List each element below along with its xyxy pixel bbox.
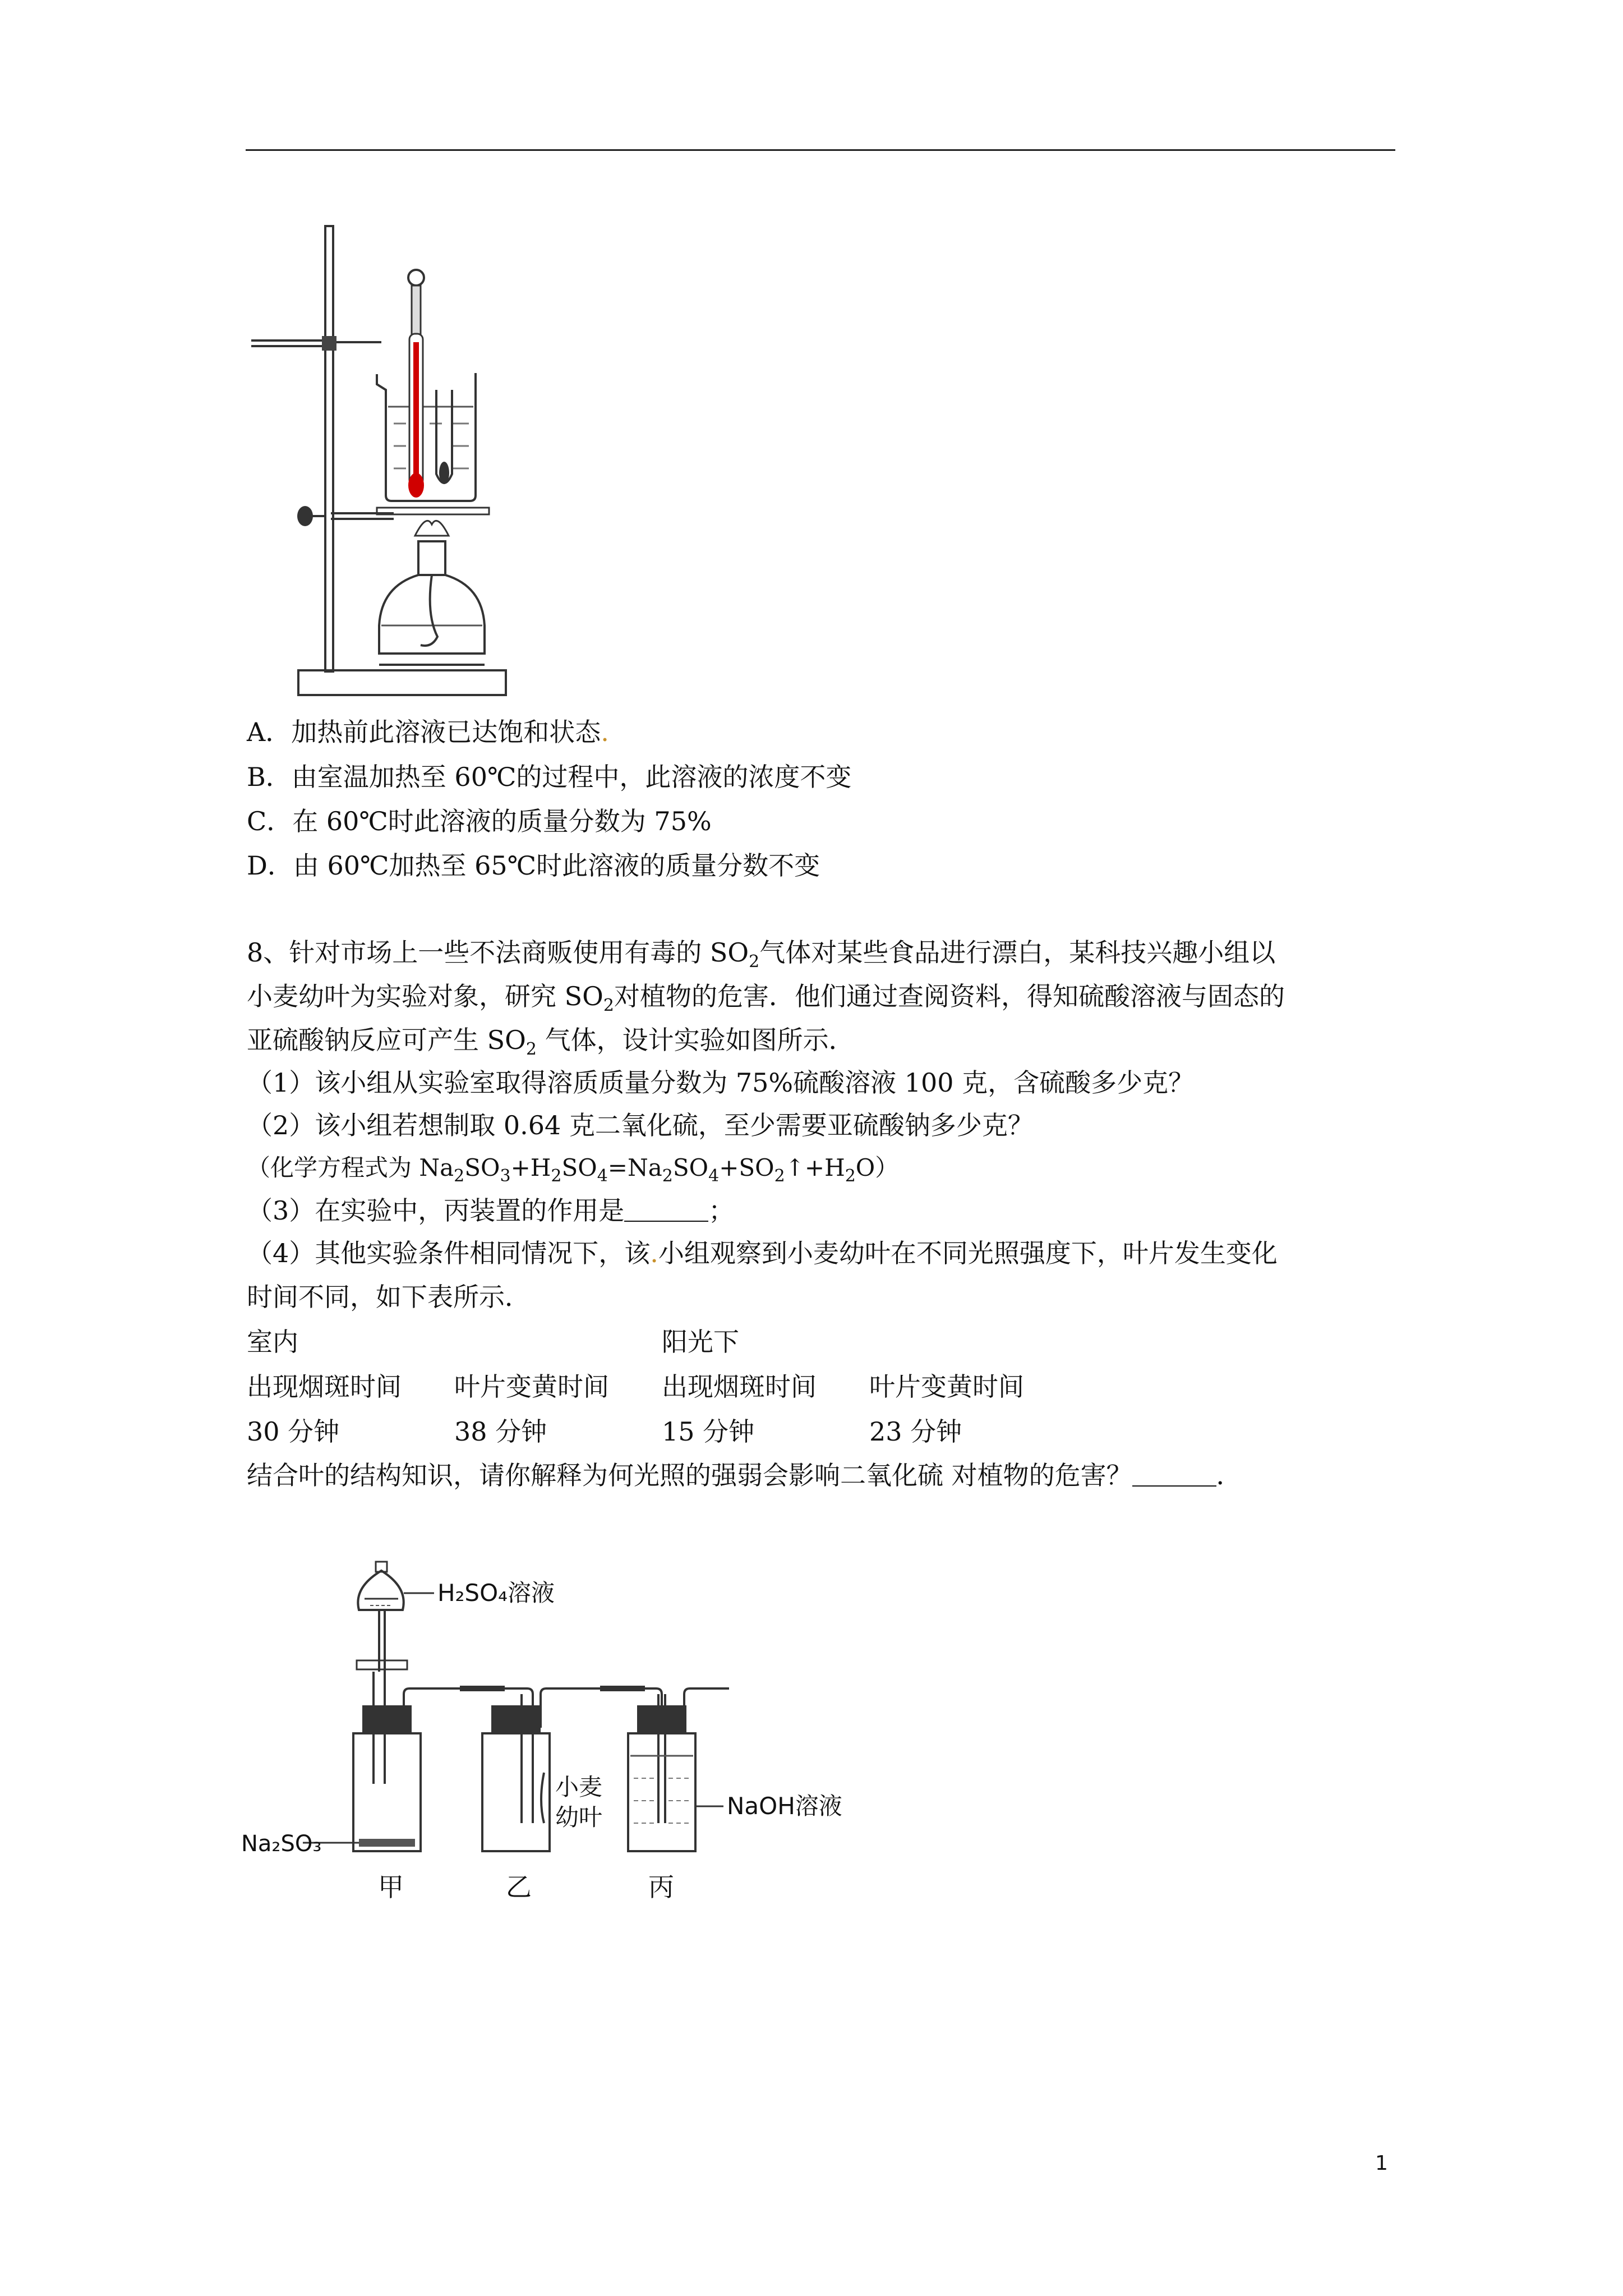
- header-rule: [246, 149, 1395, 151]
- answer-blank: [624, 1198, 708, 1222]
- bottle-yi: [482, 1733, 550, 1851]
- label-leaf-1: 小麦: [555, 1773, 603, 1801]
- heating-apparatus-figure: [247, 222, 538, 704]
- bottle-bing: [628, 1733, 695, 1851]
- label-bing: 丙: [648, 1872, 674, 1902]
- q8-part-4: （4）其他实验条件相同情况下，该.小组观察到小麦幼叶在不同光照强度下，叶片发生变化: [247, 1238, 1278, 1268]
- q8-part-3: （3）在实验中，丙装置的作用是 ；: [247, 1195, 735, 1226]
- label-jia: 甲: [378, 1872, 404, 1902]
- so2-apparatus-figure: [241, 1559, 886, 1930]
- table-group-indoor: 室内: [247, 1327, 298, 1357]
- label-naoh: NaOH溶液: [727, 1792, 842, 1820]
- table-value: 30 分钟: [247, 1416, 340, 1447]
- table-header: 叶片变黄时间: [869, 1372, 1024, 1402]
- bottle-jia: [353, 1733, 421, 1851]
- stand-base: [298, 670, 506, 695]
- q8-final-question: 结合叶的结构知识，请你解释为何光照的强弱会影响二氧化硫 对植物的危害？ ．: [247, 1460, 1242, 1490]
- stand-rod: [325, 226, 333, 671]
- q8-part-2: （2）该小组若想制取 0.64 克二氧化硫，至少需要亚硫酸钠多少克？: [247, 1110, 1034, 1140]
- table-value: 23 分钟: [869, 1416, 962, 1447]
- page-number: 1: [1375, 2152, 1388, 2175]
- separatory-funnel: [358, 1571, 403, 1610]
- option-b: B．由室温加热至 60℃的过程中，此溶液的浓度不变: [247, 762, 852, 792]
- table-value: 15 分钟: [662, 1416, 755, 1447]
- q8-equation: （化学方程式为 $Na_2SO_3+H_2SO_4=Na_2SO_4+SO_2↑+H_2O$）: [247, 1154, 899, 1186]
- answer-blank: [1132, 1463, 1216, 1487]
- q8-part-1: （1）该小组从实验室取得溶质质量分数为 75%硫酸溶液 100 克，含硫酸多少克？: [247, 1068, 1195, 1098]
- label-leaf-2: 幼叶: [555, 1803, 603, 1831]
- q8-line-3: 亚硫酸钠反应可产生 $SO_2$ 气体，设计实验如图所示．: [247, 1025, 855, 1059]
- q8-line-1: 8、针对市场上一些不法商贩使用有毒的 $SO_2$气体对某些食品进行漂白，某科技兴趣小组以: [247, 937, 1276, 972]
- option-c: C．在 60℃时此溶液的质量分数为 75%: [247, 806, 712, 836]
- label-na2so3: Na₂SO₃: [241, 1831, 322, 1857]
- q8-line-2: 小麦幼叶为实验对象，研究 $SO_2$对植物的危害．他们通过查阅资料，得知硫酸溶液与固态的: [247, 981, 1285, 1015]
- table-header: 出现烟斑时间: [247, 1372, 402, 1402]
- option-a: A．加热前此溶液已达饱和状态.: [247, 717, 609, 747]
- table-header: 叶片变黄时间: [454, 1372, 609, 1402]
- table-group-sunlight: 阳光下: [662, 1327, 739, 1357]
- label-h2so4: H₂SO₄溶液: [437, 1579, 555, 1607]
- table-header: 出现烟斑时间: [662, 1372, 817, 1402]
- q8-part-4-cont: 时间不同，如下表所示．: [247, 1282, 531, 1312]
- label-yi: 乙: [506, 1872, 532, 1902]
- table-value: 38 分钟: [454, 1416, 547, 1447]
- option-d: D．由 60℃加热至 65℃时此溶液的质量分数不变: [247, 850, 820, 881]
